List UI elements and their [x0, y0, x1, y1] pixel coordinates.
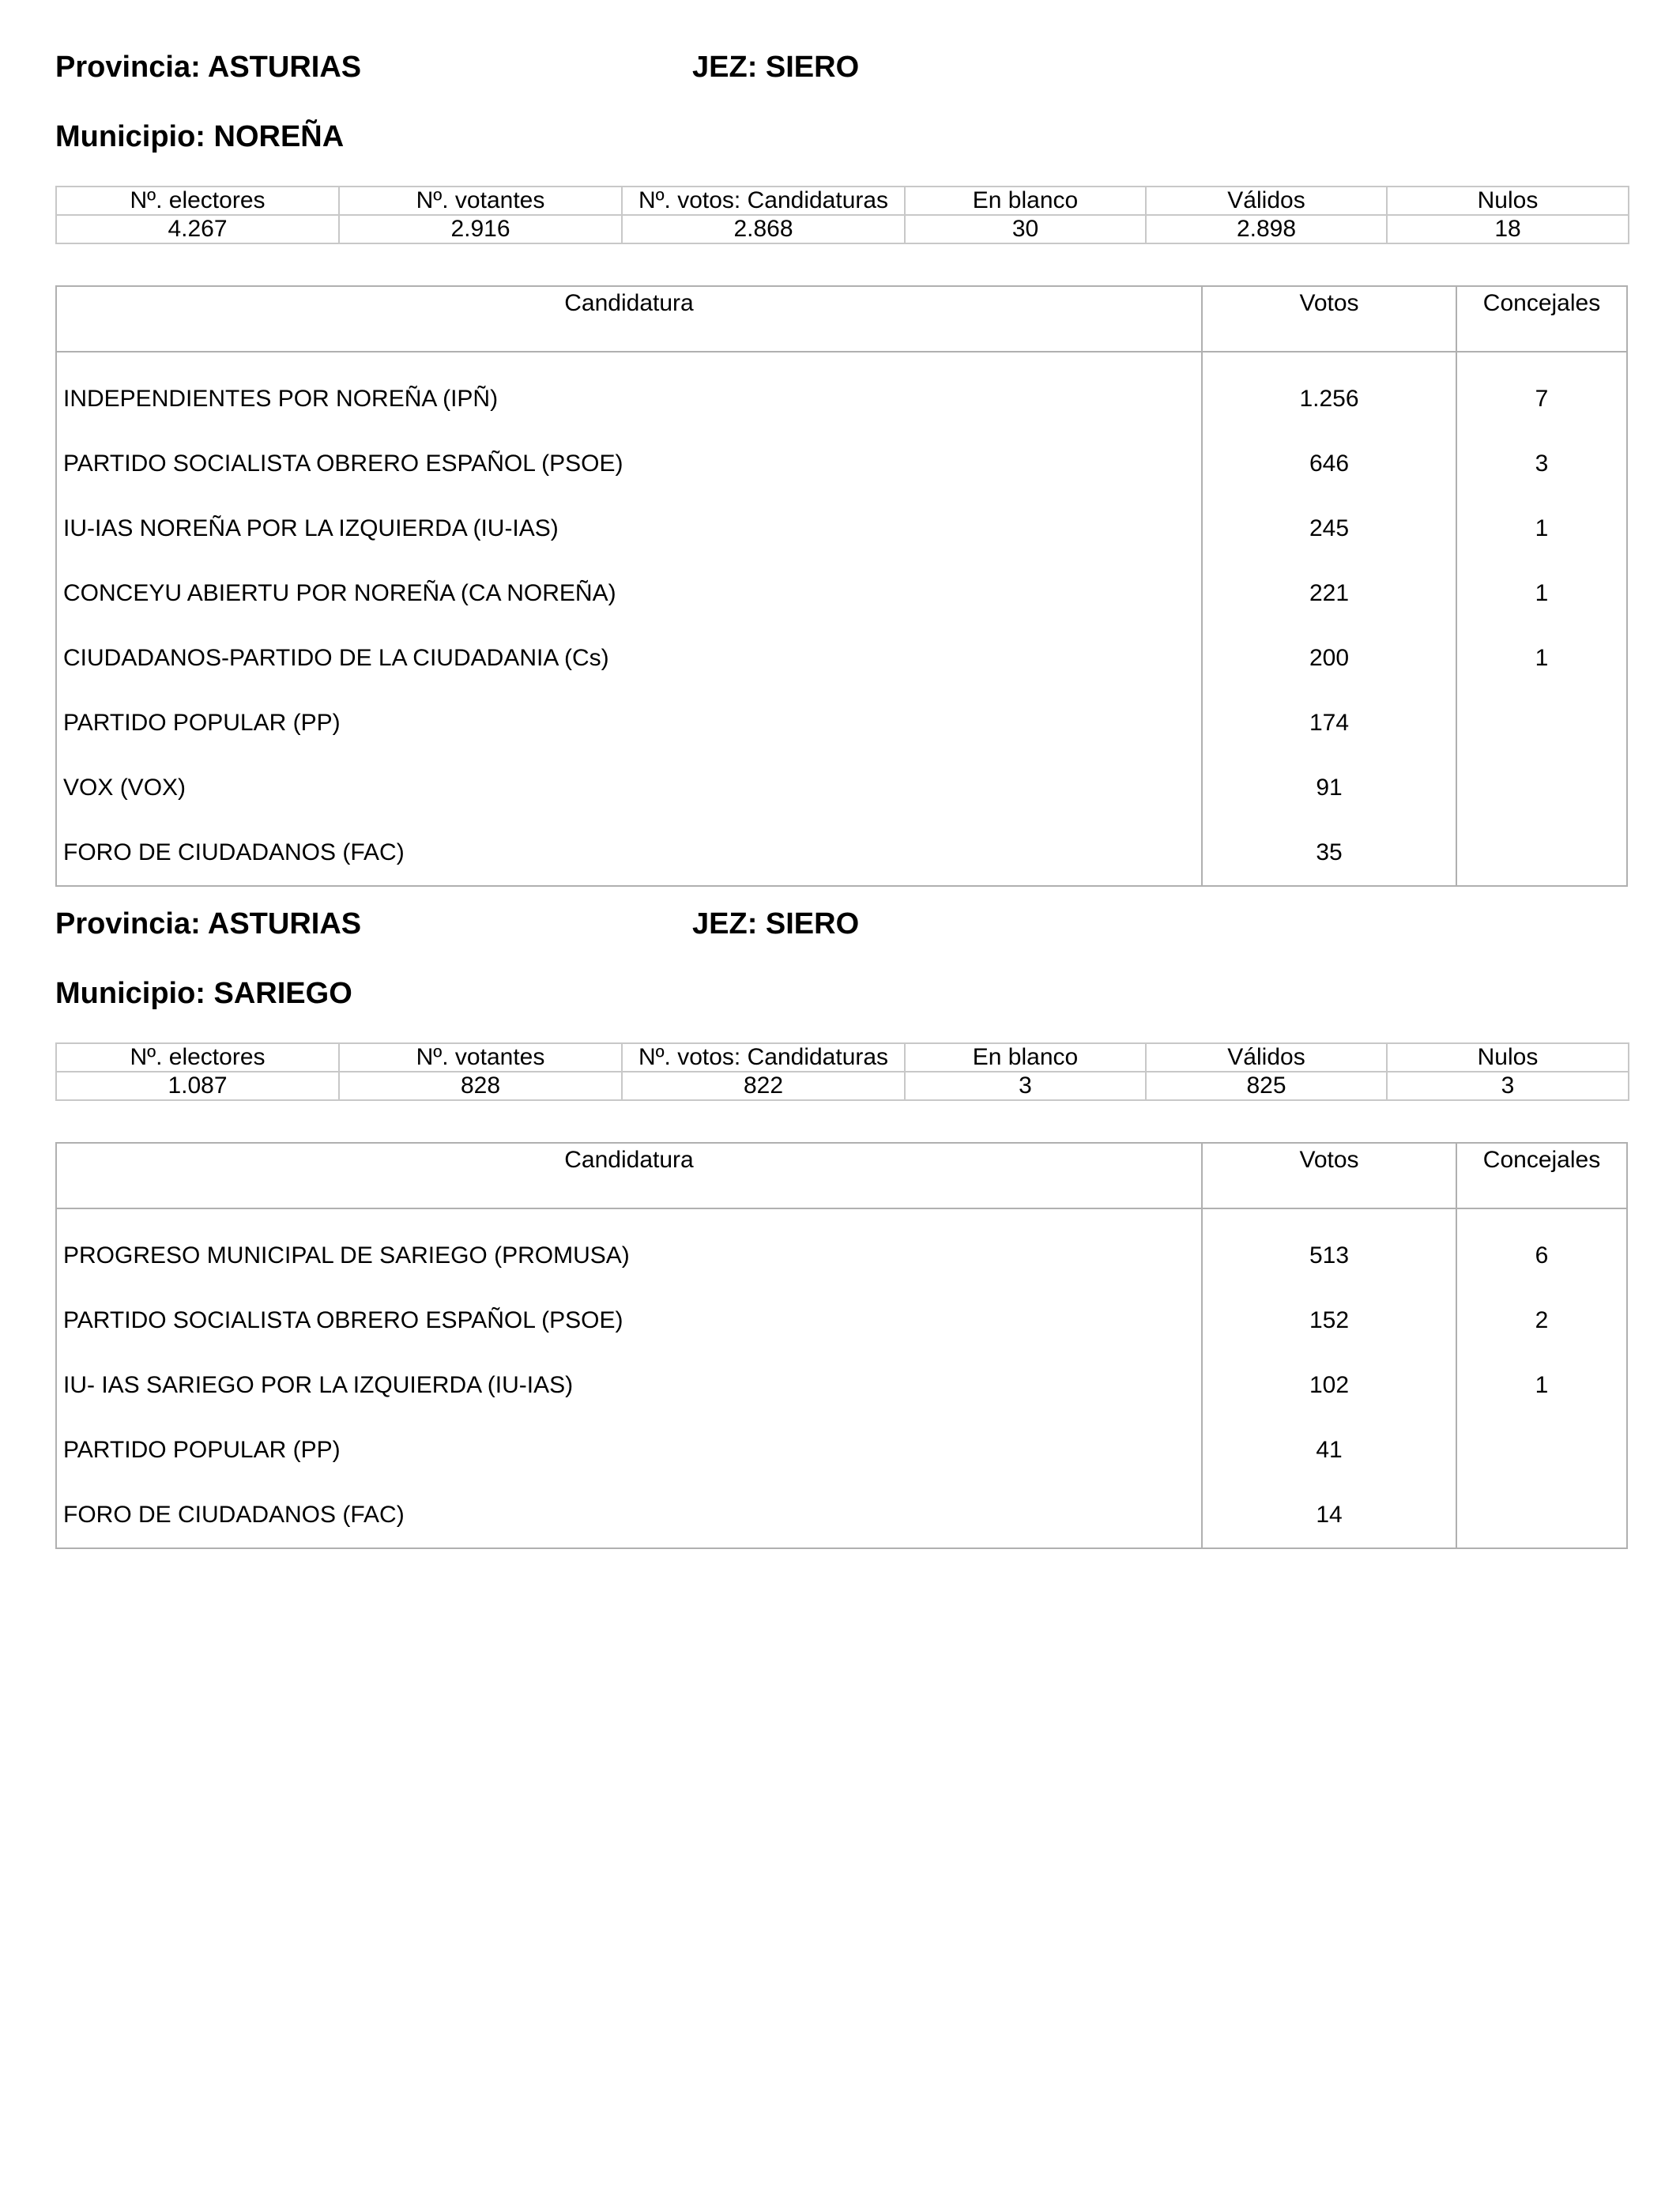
candidate-votos: 513 [1202, 1223, 1456, 1288]
candidate-votos: 1.256 [1202, 367, 1456, 432]
candidate-row [56, 367, 1627, 432]
candidate-concejales: 1 [1535, 645, 1549, 671]
candidate-name: VOX (VOX) [56, 756, 1202, 820]
section-header [55, 51, 1628, 153]
candidate-concejales [1456, 1483, 1627, 1548]
value-electores: 1.087 [56, 1072, 339, 1100]
header-electores: Nº. electores [56, 187, 339, 215]
value-validos: 2.898 [1146, 215, 1387, 243]
candidates-table [55, 285, 1628, 887]
candidate-row [56, 1223, 1627, 1288]
candidate-name: PARTIDO POPULAR (PP) [56, 691, 1202, 756]
header-candidatura: Candidatura [56, 1143, 1202, 1208]
candidate-name: FORO DE CIUDADANOS (FAC) [56, 1483, 1202, 1548]
candidate-concejales [1456, 691, 1627, 756]
candidate-votos: 35 [1202, 820, 1456, 886]
value-nulos: 3 [1387, 1072, 1629, 1100]
header-validos: Válidos [1146, 187, 1387, 215]
value-en-blanco: 30 [905, 215, 1146, 243]
header-votos: Votos [1202, 1143, 1456, 1208]
header-votantes: Nº. votantes [339, 187, 622, 215]
candidate-row [56, 691, 1627, 756]
section-sariego [55, 907, 1628, 1528]
section-norena [55, 51, 1628, 865]
summary-table [55, 1042, 1629, 1101]
candidate-concejales: 6 [1535, 1242, 1549, 1269]
value-votos-candidaturas: 2.868 [622, 215, 905, 243]
candidate-votos: 245 [1202, 496, 1456, 561]
candidate-row [56, 756, 1627, 820]
candidate-name: PARTIDO SOCIALISTA OBRERO ESPAÑOL (PSOE) [56, 432, 1202, 496]
provincia-label: Provincia: ASTURIAS [55, 51, 362, 84]
candidate-votos: 91 [1202, 756, 1456, 820]
value-validos: 825 [1146, 1072, 1387, 1100]
candidate-name: CIUDADANOS-PARTIDO DE LA CIUDADANIA (Cs) [56, 626, 1202, 691]
candidate-votos: 41 [1202, 1418, 1456, 1483]
header-en-blanco: En blanco [905, 1043, 1146, 1072]
candidate-row [56, 496, 1627, 561]
candidate-name: PROGRESO MUNICIPAL DE SARIEGO (PROMUSA) [56, 1223, 1202, 1288]
jez-label: JEZ: SIERO [692, 907, 860, 941]
candidate-name: INDEPENDIENTES POR NOREÑA (IPÑ) [56, 367, 1202, 432]
header-validos: Válidos [1146, 1043, 1387, 1072]
summary-table [55, 186, 1629, 244]
header-candidatura: Candidatura [56, 286, 1202, 352]
candidate-votos: 221 [1202, 561, 1456, 626]
candidate-concejales [1456, 756, 1627, 820]
value-votos-candidaturas: 822 [622, 1072, 905, 1100]
summary-value-row [56, 215, 1629, 243]
jez-label: JEZ: SIERO [692, 51, 860, 84]
candidates-table [55, 1142, 1628, 1549]
candidate-votos: 152 [1202, 1288, 1456, 1353]
candidate-concejales: 7 [1535, 386, 1549, 412]
candidate-row [56, 561, 1627, 626]
header-concejales: Concejales [1456, 1143, 1627, 1208]
header-votos-candidaturas: Nº. votos: Candidaturas [622, 1043, 905, 1072]
candidates-header-row [56, 286, 1627, 352]
candidate-votos: 14 [1202, 1483, 1456, 1548]
candidate-concejales: 1 [1535, 1372, 1549, 1398]
candidate-votos: 174 [1202, 691, 1456, 756]
provincia-label: Provincia: ASTURIAS [55, 907, 362, 941]
candidate-concejales: 1 [1535, 515, 1549, 541]
candidate-row [56, 1483, 1627, 1548]
candidate-name: IU- IAS SARIEGO POR LA IZQUIERDA (IU-IAS) [56, 1353, 1202, 1418]
summary-value-row [56, 1072, 1629, 1100]
candidate-name: IU-IAS NOREÑA POR LA IZQUIERDA (IU-IAS) [56, 496, 1202, 561]
candidate-row [56, 1353, 1627, 1418]
header-concejales: Concejales [1456, 286, 1627, 352]
value-nulos: 18 [1387, 215, 1629, 243]
candidate-concejales [1456, 1418, 1627, 1483]
municipio-label: Municipio: NOREÑA [55, 120, 345, 153]
header-votantes: Nº. votantes [339, 1043, 622, 1072]
candidate-concejales: 1 [1535, 580, 1549, 606]
value-votantes: 2.916 [339, 215, 622, 243]
summary-header-row [56, 187, 1629, 215]
header-nulos: Nulos [1387, 187, 1629, 215]
candidate-name: CONCEYU ABIERTU POR NOREÑA (CA NOREÑA) [56, 561, 1202, 626]
municipio-label: Municipio: SARIEGO [55, 977, 352, 1010]
candidate-row [56, 820, 1627, 886]
candidate-row [56, 1418, 1627, 1483]
section-header [55, 907, 1628, 1010]
candidate-votos: 102 [1202, 1353, 1456, 1418]
candidate-name: PARTIDO SOCIALISTA OBRERO ESPAÑOL (PSOE) [56, 1288, 1202, 1353]
candidate-concejales [1456, 820, 1627, 886]
candidates-header-row [56, 1143, 1627, 1208]
header-nulos: Nulos [1387, 1043, 1629, 1072]
header-votos-candidaturas: Nº. votos: Candidaturas [622, 187, 905, 215]
header-votos: Votos [1202, 286, 1456, 352]
candidate-votos: 646 [1202, 432, 1456, 496]
summary-header-row [56, 1043, 1629, 1072]
candidate-row [56, 432, 1627, 496]
candidate-name: PARTIDO POPULAR (PP) [56, 1418, 1202, 1483]
candidate-row [56, 1288, 1627, 1353]
candidate-name: FORO DE CIUDADANOS (FAC) [56, 820, 1202, 886]
value-electores: 4.267 [56, 215, 339, 243]
candidate-concejales: 3 [1535, 450, 1549, 477]
value-en-blanco: 3 [905, 1072, 1146, 1100]
value-votantes: 828 [339, 1072, 622, 1100]
candidate-row [56, 626, 1627, 691]
header-electores: Nº. electores [56, 1043, 339, 1072]
candidate-concejales: 2 [1535, 1307, 1549, 1333]
header-en-blanco: En blanco [905, 187, 1146, 215]
candidate-votos: 200 [1202, 626, 1456, 691]
